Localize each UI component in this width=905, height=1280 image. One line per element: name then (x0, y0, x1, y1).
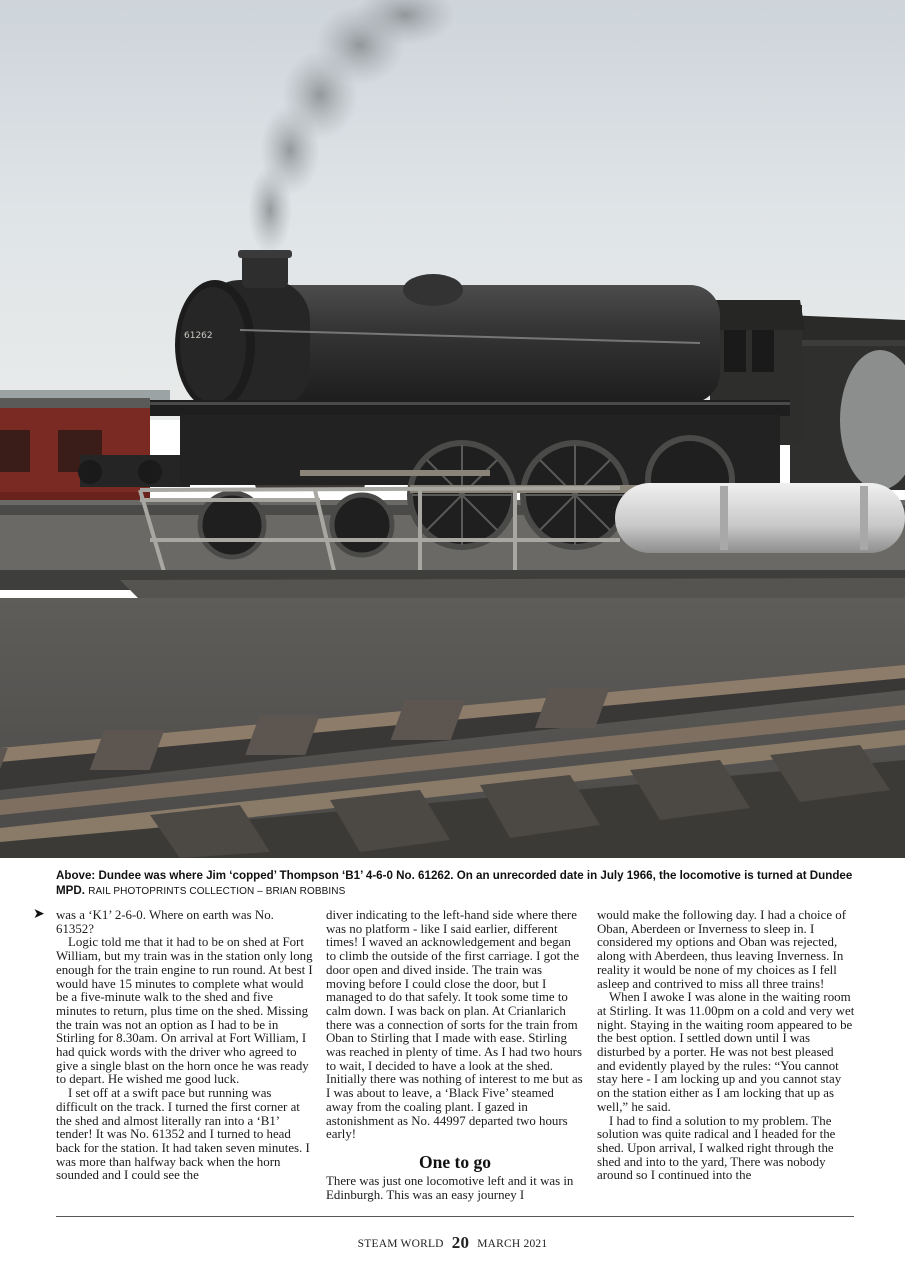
paragraph: diver indicating to the left-hand side where there was no platform - like I said earlier, different times! I waved an acknowledgement and began to climb the outside of the first carriage. I got the door open and dived inside. The train was moving before I could close the door, but I managed to do that safely. It took some time to calm down. I was back on plan. At Crianlarich there was a connection of sorts for the train from Oban to Stirling that I made with ease. Stirling was reached in plenty of time. As I had two hours to wait, I decided to have a look at the shed. Initially there was nothing of interest to me but as I was about to leave, a ‘Black Five’ steamed away from the coaling plant. I gazed in astonishment as No. 44997 departed two hours early! (326, 908, 583, 1142)
footer-rule (56, 1216, 854, 1217)
article-column-1 (56, 909, 314, 1183)
issue-date: MARCH 2021 (477, 1238, 548, 1250)
article-column-3 (597, 909, 855, 1183)
article-body (0, 909, 905, 1201)
paragraph: When I awoke I was alone in the waiting room at Stirling. It was 11.00pm on a cold and very wet night. Staying in the waiting room appeared to be the best option. I settled down until I was disturbed by a porter. He was not best pleased and evidently played by the rules: “You cannot stay here - I am locking up and you cannot stay on the station either as I am locking that up as well,” he said. (597, 990, 855, 1114)
paragraph: would make the following day. I had a choice of Oban, Aberdeen or Inverness to sleep in. I considered my options and Oban was rejected, along with Aberdeen, thus leaving Inverness. In reality it would be none of my choices as I fell asleep and contrived to miss all three trains! (597, 908, 847, 991)
caption-lead: Above: Dundee was where Jim ‘copped’ Thompson ‘B1’ 4-6-0 No. 61262. On an unrecorded date in July 1966, the locomotive is turned at Dundee MPD. (56, 869, 853, 897)
smokebox-number: 61262 (184, 331, 213, 341)
page-number: 20 (451, 1233, 470, 1252)
magazine-name: STEAM WORLD (357, 1238, 444, 1250)
photo-caption (56, 868, 856, 899)
paragraph: I had to find a solution to my problem. The solution was quite radical and I headed for the shed. Upon arrival, I walked right through the shed and into to the yard, There was nobody around so I continued into the (597, 1113, 836, 1183)
paragraph: Logic told me that it had to be on shed at Fort William, but my train was in the station only long enough for the train engine to run round. At best I would have 15 minutes to complete what would be a five-minute walk to the shed and five minutes to return, plus time on the shed. Missing the train was not an option as I had to be in Stirling for 8.30am. On arrival at Fort William, I had quick words with the driver who agreed to give a single blast on the horn once he was ready to depart. He wished me good luck. (56, 935, 313, 1087)
caption-credit: RAIL PHOTOPRINTS COLLECTION – BRIAN ROBBINS (88, 886, 346, 897)
section-heading: One to go (419, 1151, 491, 1172)
continuation-arrow-icon: ➤ (33, 906, 45, 922)
red-carriage (0, 398, 150, 506)
white-tank (615, 483, 905, 553)
page-footer (0, 1232, 905, 1252)
paragraph: I set off at a swift pace but running was difficult on the track. I turned the first corner at the shed and almost literally ran into a ‘B1’ tender! It was No. 61352 and I turned to head back for the station. It had taken seven minutes. I was more than halfway back when the horn sounded and I could see the (56, 1086, 310, 1183)
paragraph: was a ‘K1’ 2-6-0. Where on earth was No. 61352? (56, 908, 274, 936)
paragraph: There was just one locomotive left and it was in Edinburgh. This was an easy journey I (326, 1173, 574, 1202)
article-column-2 (326, 909, 584, 1202)
